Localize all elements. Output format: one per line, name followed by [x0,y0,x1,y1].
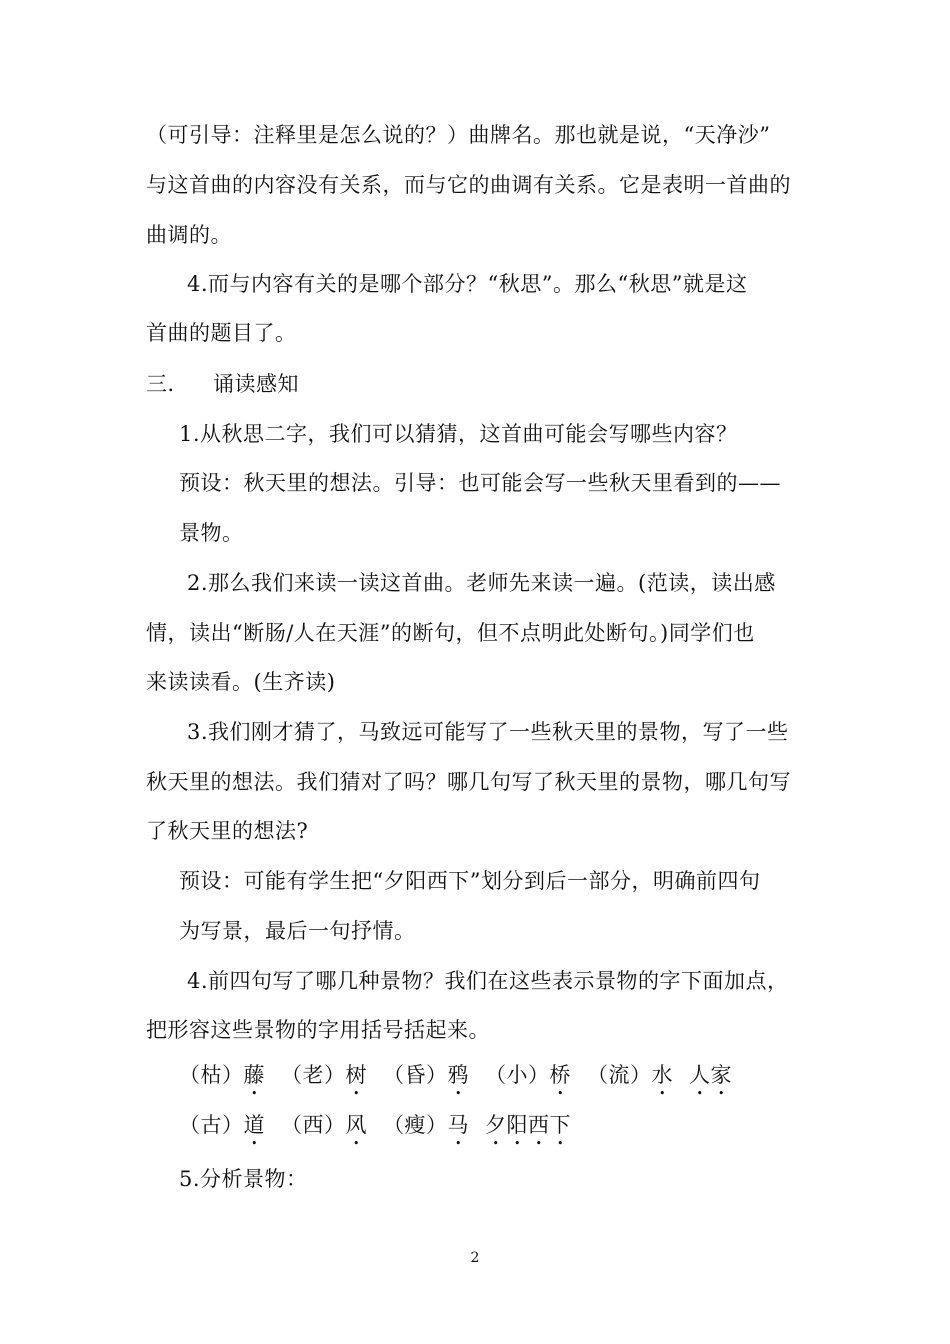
scenery-word: 夕阳西下 [485,1113,571,1137]
scenery-modifier: （西） [281,1113,346,1137]
paragraph-line: 1.从秋思二字，我们可以猜猜，这首曲可能会写哪些内容？ [179,422,738,446]
paragraph-line: 秋天里的想法。我们猜对了吗？哪几句写了秋天里的景物，哪几句写 [146,770,791,794]
paragraph-line: 5.分析景物： [179,1167,308,1191]
paragraph-line: 4.前四句写了哪几种景物？我们在这些表示景物的字下面加点， [187,969,789,993]
scenery-word: 风 [345,1113,367,1137]
scenery-modifier: （小） [485,1063,550,1087]
paragraph-line: 首曲的题目了。 [146,321,297,345]
paragraph-line: 为写景，最后一句抒情。 [179,919,416,943]
scenery-word: 道 [243,1113,265,1137]
scenery-word: 桥 [549,1063,571,1087]
paragraph-line: 3.我们刚才猜了，马致远可能写了一些秋天里的景物，写了一些 [187,720,789,744]
scenery-word: 马 [447,1113,469,1137]
scenery-modifier: （古） [179,1113,244,1137]
paragraph-line: 景物。 [179,521,244,545]
scenery-word: 鸦 [447,1063,469,1087]
scenery-row [179,1060,732,1100]
paragraph-line: 4.而与内容有关的是哪个部分？“秋思”。那么“秋思”就是这 [187,272,748,296]
scenery-word: 树 [345,1063,367,1087]
scenery-modifier: （昏） [383,1063,448,1087]
scenery-modifier: （瘦） [383,1113,448,1137]
paragraph-line: （可引导：注释里是怎么说的？）曲牌名。那也就是说，“天净沙” [146,123,771,147]
paragraph-line: 来读读看。(生齐读) [146,670,336,694]
paragraph-line: 把形容这些景物的字用括号括起来。 [146,1018,490,1042]
scenery-word: 人家 [689,1063,732,1087]
scenery-word: 水 [651,1063,673,1087]
section-heading: 诵读感知 [213,372,299,396]
scenery-word: 藤 [243,1063,265,1087]
paragraph-line: 2.那么我们来读一读这首曲。老师先来读一遍。(范读，读出感 [187,571,776,595]
paragraph-line: 曲调的。 [146,223,232,247]
section-number: 三． [146,372,189,396]
scenery-modifier: （流） [587,1063,652,1087]
paragraph-line: 情，读出“断肠/人在天涯”的断句，但不点明此处断句。)同学们也 [146,621,755,645]
scenery-row [179,1110,571,1150]
paragraph-line: 与这首曲的内容没有关系，而与它的曲调有关系。它是表明一首曲的 [146,173,791,197]
paragraph-line: 预设：秋天里的想法。引导：也可能会写一些秋天里看到的—— [179,471,781,495]
scenery-modifier: （老） [281,1063,346,1087]
scenery-modifier: （枯） [179,1063,244,1087]
paragraph-line: 预设：可能有学生把“夕阳西下”划分到后一部分，明确前四句 [179,869,761,893]
paragraph-line: 了秋天里的想法? [146,819,309,843]
page-number: 2 [470,1250,480,1266]
